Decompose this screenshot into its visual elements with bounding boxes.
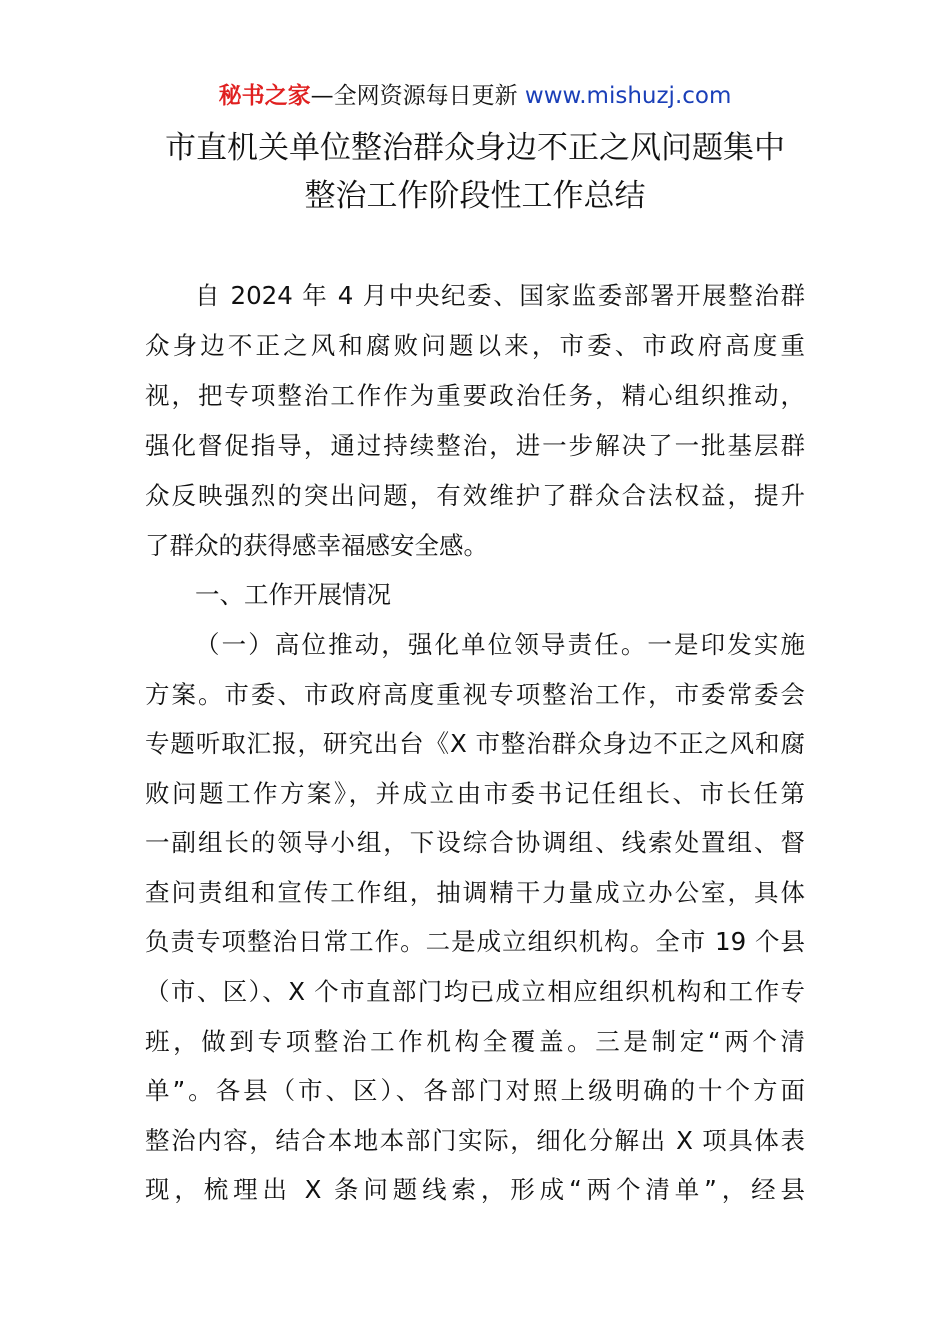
body-line: （一）高位推动，强化单位领导责任。一是印发实施 <box>195 630 805 659</box>
body-line: 专题听取汇报，研究出台《X 市整治群众身边不正之风和腐 <box>145 729 805 758</box>
body-line: 强化督促指导，通过持续整治，进一步解决了一批基层群 <box>145 431 805 460</box>
header-tagline: —全网资源每日更新 <box>310 83 518 109</box>
brand-name: 秘书之家 <box>218 83 311 109</box>
body-line: 自 2024 年 4 月中央纪委、国家监委部署开展整治群 <box>195 281 805 310</box>
body-line: 了群众的获得感幸福感安全感。 <box>145 531 488 560</box>
document-title-line-2: 整治工作阶段性工作总结 <box>304 178 646 214</box>
section-heading: 一、工作开展情况 <box>195 580 391 609</box>
body-line: 一副组长的领导小组，下设综合协调组、线索处置组、督 <box>145 828 805 857</box>
body-line: （市、区）、X 个市直部门均已成立相应组织机构和工作专 <box>145 977 805 1006</box>
body-line: 败问题工作方案》，并成立由市委书记任组长、市长任第 <box>145 779 805 808</box>
site-url-link[interactable]: www.mishuzj.com <box>524 83 732 109</box>
body-line: 众身边不正之风和腐败问题以来，市委、市政府高度重 <box>145 331 805 360</box>
body-line: 班，做到专项整治工作机构全覆盖。三是制定“两个清 <box>145 1027 805 1056</box>
site-header <box>0 80 950 112</box>
body-line: 视，把专项整治工作作为重要政治任务，精心组织推动， <box>145 381 805 410</box>
document-title-line-1: 市直机关单位整治群众身边不正之风问题集中 <box>165 130 785 166</box>
body-line: 单”。各县（市、区）、各部门对照上级明确的十个方面 <box>145 1076 805 1105</box>
body-line: 现，梳理出 X 条问题线索，形成“两个清单”，经县 <box>145 1175 805 1204</box>
body-line: 方案。市委、市政府高度重视专项整治工作，市委常委会 <box>145 680 805 709</box>
body-line: 负责专项整治日常工作。二是成立组织机构。全市 19 个县 <box>145 927 805 956</box>
body-line: 众反映强烈的突出问题，有效维护了群众合法权益，提升 <box>145 481 805 510</box>
body-line: 查问责组和宣传工作组，抽调精干力量成立办公室，具体 <box>145 878 805 907</box>
body-line: 整治内容，结合本地本部门实际，细化分解出 X 项具体表 <box>145 1126 805 1155</box>
